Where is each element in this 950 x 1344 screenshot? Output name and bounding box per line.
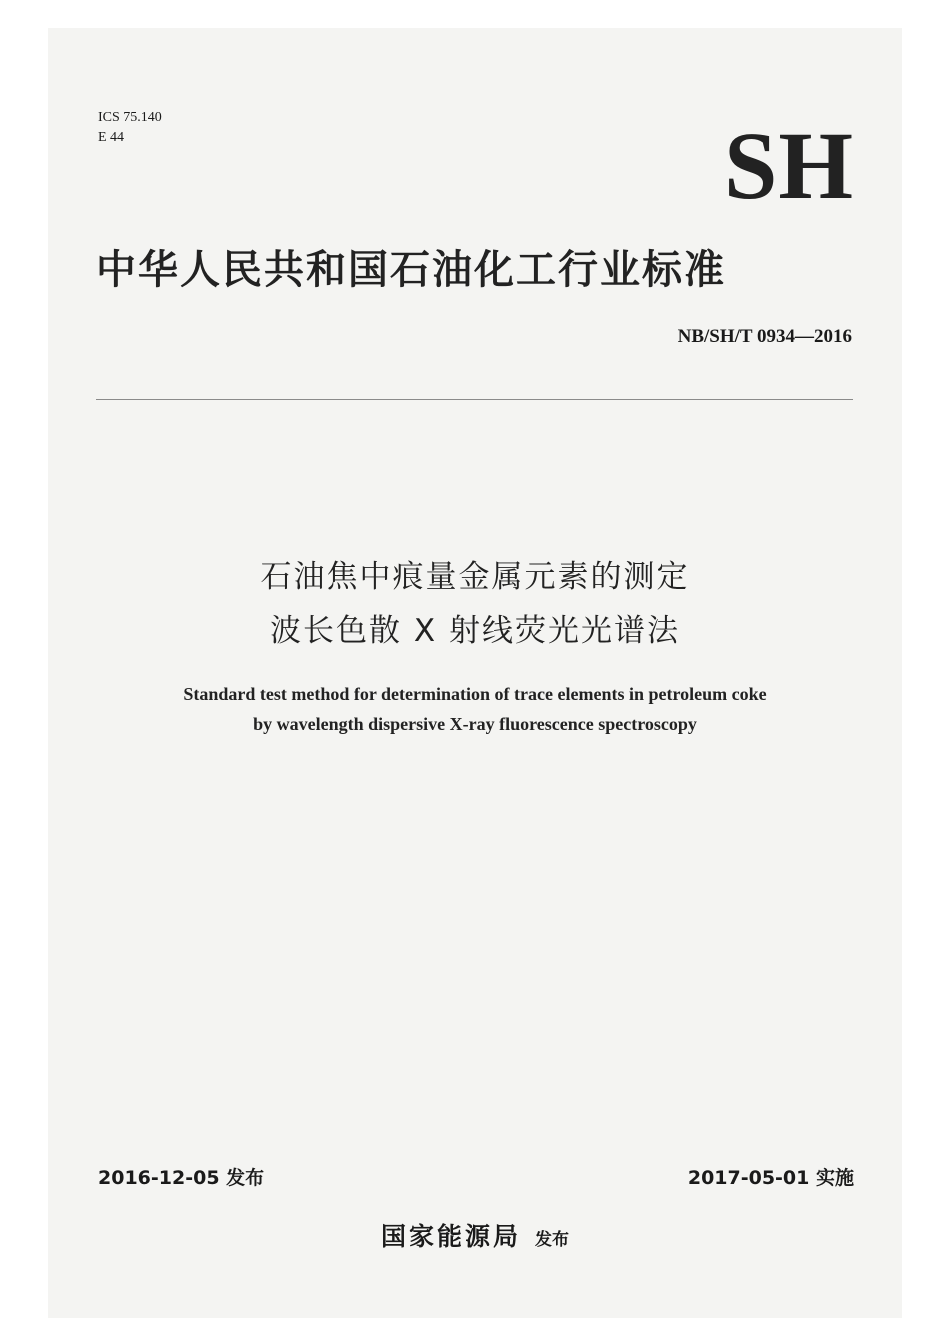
- standard-category: 中华人民共和国石油化工行业标准: [96, 247, 726, 293]
- classification-codes: [98, 108, 162, 148]
- document-page: [48, 28, 902, 1318]
- issuer-name: 国家能源局: [380, 1222, 521, 1251]
- issuer: [0, 1217, 950, 1253]
- title-en-line1: Standard test method for determination of trace elements in petroleum coke: [183, 684, 767, 704]
- ccs-code: E 44: [98, 130, 125, 145]
- standard-code: NB/SH/T 0934—2016: [677, 326, 852, 347]
- implementation-date: 2017-05-01 实施: [687, 1167, 854, 1189]
- title-cn-line1: 石油焦中痕量金属元素的测定: [260, 559, 690, 595]
- divider-line: [96, 399, 853, 400]
- issue-date: 2016-12-05 发布: [98, 1167, 265, 1189]
- standard-mark: SH: [723, 112, 854, 219]
- title-en-line2: by wavelength dispersive X-ray fluorescence spectroscopy: [253, 714, 697, 734]
- issuer-suffix: 发布: [535, 1230, 569, 1250]
- title-cn-line2: 波长色散 X 射线荧光光谱法: [270, 613, 680, 649]
- ics-code: ICS 75.140: [98, 110, 162, 125]
